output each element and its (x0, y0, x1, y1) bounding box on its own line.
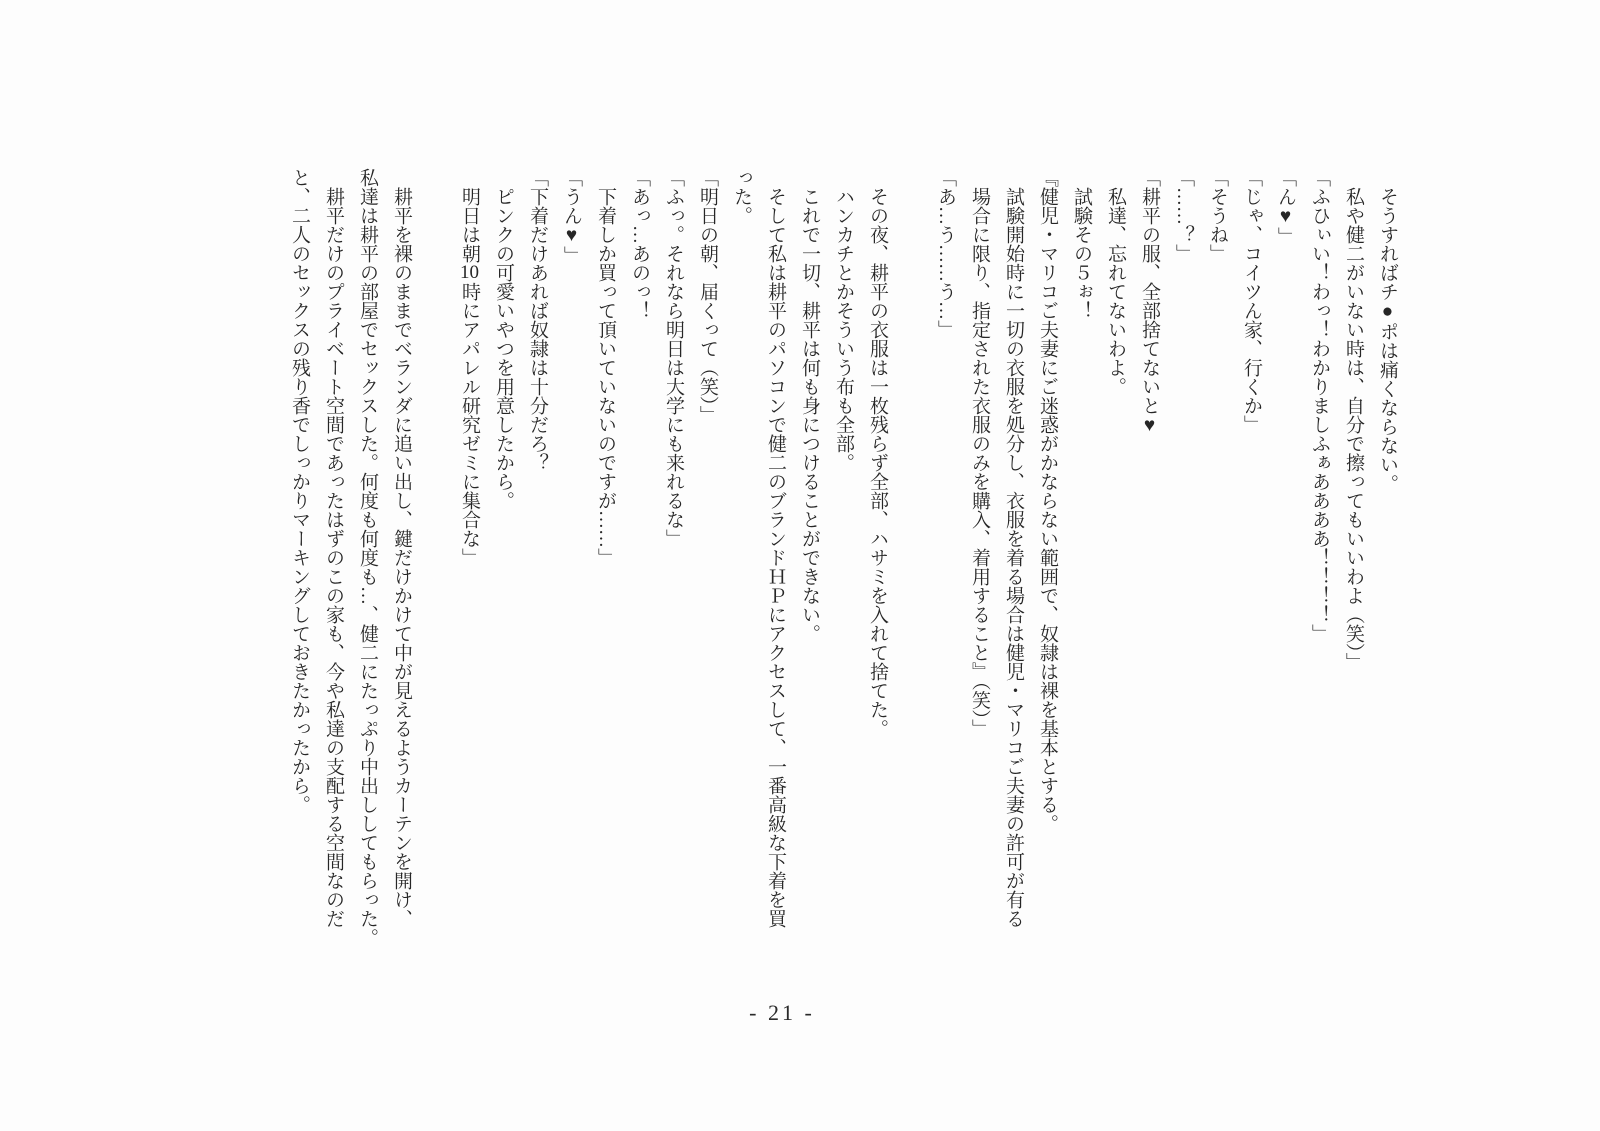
text-column: 下着しか買って頂いていないのですが……」 (595, 187, 616, 567)
text-column: 「ふっ。それなら明日は大学にも来れるな」 (663, 168, 684, 548)
text-column: そうすればチ●ポは痛くならない。 (1377, 187, 1398, 493)
text-column: これで一切、耕平は何も身につけることができない。 (799, 187, 820, 643)
text-column: 場合に限り、指定された衣服のみを購入、着用すること』（笑）」 (969, 187, 990, 738)
text-column: 「明日の朝、届くって（笑）」 (697, 168, 718, 425)
text-run: 明日は朝 (459, 187, 480, 263)
vertical-text-block (282, 168, 1404, 980)
text-column: そして私は耕平のパソコンで健二のブランドＨＰにアクセスして、一番高級な下着を買 (765, 187, 786, 928)
text-column: 「下着だけあれば奴隷は十分だろ？ (527, 168, 548, 472)
tatechuyoko-number: 10 (460, 263, 479, 282)
text-column: その夜、耕平の衣服は一枚残らず全部、ハサミを入れて捨てた。 (867, 187, 888, 738)
text-column: 「ん♥」 (1275, 168, 1296, 246)
text-column: 私や健二がいない時は、自分で擦ってもいいわよ（笑）」 (1343, 187, 1364, 672)
text-run: 時にアパレル研究ゼミに集合な」 (459, 282, 480, 567)
text-column: 「うん♥」 (561, 168, 582, 265)
text-column: と、二人のセックスの残り香でしっかりマーキングしておきたかったから。 (289, 168, 310, 814)
text-column: 試験開始時に一切の衣服を処分し、衣服を着る場合は健児・マリコご夫妻の許可が有る (1003, 187, 1024, 928)
text-column: 「ふひぃい！わっ！わかりましふぁああああ！！！！」 (1309, 168, 1330, 643)
page-number: - 21 - (749, 1000, 815, 1025)
text-column: 『健児・マリコご夫妻にご迷惑がかならない範囲で、奴隷は裸を基本とする。 (1037, 168, 1058, 833)
text-column: 私達は耕平の部屋でセックスした。何度も何度も…、健二にたっぷり中出ししてもらった。 (357, 168, 378, 947)
text-column: 私達、忘れてないわよ。 (1105, 187, 1126, 396)
text-column: ハンカチとかそういう布も全部。 (833, 187, 854, 472)
text-column: 「耕平の服、全部捨てないと♥ (1139, 168, 1160, 436)
text-column: 「あ…う……う…」 (935, 168, 956, 339)
text-column: 「じゃ、コイツん家、行くか」 (1241, 168, 1262, 434)
text-column: ピンクの可愛いやつを用意したから。 (493, 187, 514, 510)
text-column: 「……？」 (1173, 168, 1194, 263)
text-column: 「そうね」 (1207, 168, 1228, 263)
text-column: 「あっ…あのっ！ (629, 168, 650, 320)
text-column: 耕平だけのプライベート空間であったはずのこの家も、今や私達の支配する空間なのだ (323, 187, 344, 928)
text-column: 耕平を裸のままでベランダに追い出し、鍵だけかけて中が見えるようカーテンを開け、 (391, 187, 412, 928)
text-column (452, 168, 486, 980)
text-column: った。 (731, 168, 752, 225)
text-column: 試験その５ぉ！ (1071, 187, 1092, 320)
